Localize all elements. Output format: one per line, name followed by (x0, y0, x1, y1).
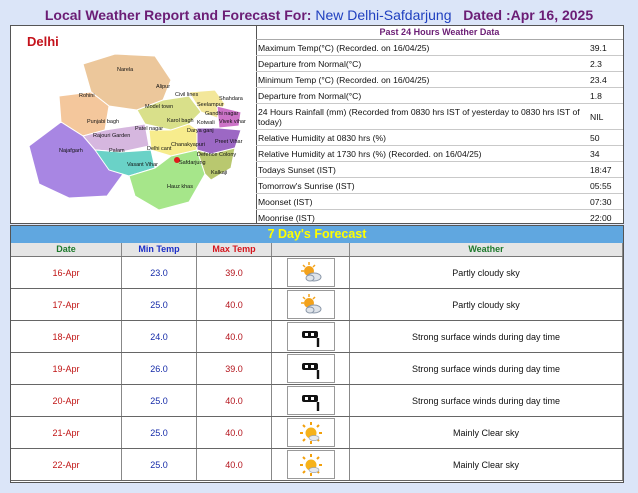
data-value: 39.1 (590, 42, 607, 53)
map-label-palam: Palam (109, 148, 125, 154)
wind-icon (287, 322, 335, 351)
header-min-temp: Min Temp (122, 243, 197, 256)
data-label: Moonrise (IST) (258, 212, 315, 223)
forecast-icon-cell (272, 353, 350, 384)
data-label: Departure from Normal(°C) (258, 58, 362, 69)
forecast-max-temp: 39.0 (197, 257, 272, 288)
forecast-weather: Partly cloudy sky (350, 257, 623, 288)
data-label: Departure from Normal(°C) (258, 90, 362, 101)
map-label-chanakyapuri: Chanakyapuri (171, 142, 205, 148)
map-label-kotwali: Kotwali (197, 120, 215, 126)
data-value: 07:30 (590, 196, 612, 207)
data-value: 05:55 (590, 180, 612, 191)
forecast-date: 21-Apr (11, 417, 122, 448)
clear-sky-icon (287, 450, 335, 479)
data-label: Relative Humidity at 1730 hrs (%) (Recorded. on 16/04/25) (258, 148, 482, 159)
page-title (0, 7, 638, 23)
header-icon (272, 243, 350, 256)
forecast-icon-cell (272, 385, 350, 416)
map-label-shahdara: Shahdara (219, 96, 243, 102)
data-value: 22:00 (590, 212, 612, 223)
forecast-max-temp: 40.0 (197, 289, 272, 320)
map-label-gandhi-nagar: Gandhi nagar (205, 111, 239, 117)
map-label-model-town: Model town (145, 104, 174, 110)
forecast-weather: Partly cloudy sky (350, 289, 623, 320)
forecast-min-temp: 26.0 (122, 353, 197, 384)
delhi-map (11, 26, 257, 223)
data-row (256, 104, 623, 130)
clear-sky-icon (287, 418, 335, 447)
data-value: NIL (590, 111, 604, 122)
forecast-weather: Strong surface winds during day time (350, 321, 623, 352)
forecast-weather: Mainly Clear sky (350, 417, 623, 448)
wind-icon (287, 354, 335, 383)
seven-day-forecast (10, 225, 624, 483)
data-label: Relative Humidity at 0830 hrs (%) (258, 132, 386, 143)
data-row (256, 40, 623, 56)
forecast-max-temp: 40.0 (197, 417, 272, 448)
data-label: Maximum Temp(°C) (Recorded. on 16/04/25) (258, 42, 430, 53)
data-row (256, 130, 623, 146)
data-value: 34 (590, 148, 600, 159)
forecast-icon-cell (272, 417, 350, 448)
forecast-title: 7 Day's Forecast (11, 226, 623, 243)
forecast-weather: Strong surface winds during day time (350, 353, 623, 384)
title-prefix: Local Weather Report and Forecast For: (44, 7, 312, 23)
data-value: 23.4 (590, 74, 607, 85)
forecast-weather: Strong surface winds during day time (350, 385, 623, 416)
header-date: Date (11, 243, 122, 256)
data-row (256, 56, 623, 72)
forecast-row (11, 417, 623, 449)
forecast-min-temp: 25.0 (122, 289, 197, 320)
forecast-date: 20-Apr (11, 385, 122, 416)
forecast-date: 16-Apr (11, 257, 122, 288)
district-map-svg (11, 26, 256, 223)
forecast-date: 22-Apr (11, 449, 122, 480)
map-label-karol-bagh: Karol bagh (167, 118, 194, 124)
forecast-date: 17-Apr (11, 289, 122, 320)
forecast-min-temp: 23.0 (122, 257, 197, 288)
map-label-najafgarh: Najafgarh (59, 148, 83, 154)
map-label-vivek-vihar: Vivek vihar (219, 119, 246, 125)
map-label-seelampur: Seelampur (197, 102, 224, 108)
map-label-darya-ganj: Darya ganj (187, 128, 214, 134)
map-label-safdarjung: Safdarjung (179, 160, 206, 166)
data-row (256, 146, 623, 162)
map-label-vasant-vihar: Vasant Vihar (127, 162, 158, 168)
map-label-alipur: Alipur (156, 84, 171, 90)
data-value: 1.8 (590, 90, 602, 101)
forecast-row (11, 257, 623, 289)
forecast-date: 19-Apr (11, 353, 122, 384)
header-max-temp: Max Temp (197, 243, 272, 256)
map-label-delhi-cant: Delhi cant (147, 146, 172, 152)
partly-cloudy-icon (287, 290, 335, 319)
data-row (256, 88, 623, 104)
forecast-min-temp: 25.0 (122, 417, 197, 448)
map-label-defence-colony: Defence Colony (197, 152, 237, 158)
map-label-rajouri-garden: Rajouri Garden (93, 133, 131, 139)
wind-icon (287, 386, 335, 415)
data-label: Minimum Temp (°C) (Recorded. on 16/04/25) (258, 74, 430, 85)
data-row (256, 210, 623, 226)
forecast-header-row (11, 243, 623, 257)
map-label-rohini: Rohini (79, 93, 95, 99)
forecast-max-temp: 40.0 (197, 449, 272, 480)
forecast-icon-cell (272, 321, 350, 352)
data-value: 18:47 (590, 164, 612, 175)
forecast-row (11, 449, 623, 481)
map-label-patel-nagar: Patel nagar (135, 126, 164, 132)
data-row (256, 194, 623, 210)
forecast-row (11, 353, 623, 385)
forecast-icon-cell (272, 289, 350, 320)
forecast-min-temp: 25.0 (122, 385, 197, 416)
past-24h-data (256, 26, 623, 223)
data-label: 24 Hours Rainfall (mm) (Recorded from 0830 hrs IST of yesterday to 0830 hrs IST of today) (258, 106, 580, 127)
forecast-row (11, 321, 623, 353)
map-label-kalkaji: Kalkaji (211, 170, 228, 176)
data-value: 50 (590, 132, 600, 143)
forecast-row (11, 385, 623, 417)
partly-cloudy-icon (287, 258, 335, 287)
header-weather: Weather (350, 243, 623, 256)
forecast-row (11, 289, 623, 321)
data-label: Todays Sunset (IST) (258, 164, 336, 175)
past-24h-heading: Past 24 Hours Weather Data (256, 26, 623, 40)
map-label-preet-vihar: Preet Vihar (215, 139, 243, 145)
forecast-weather: Mainly Clear sky (350, 449, 623, 480)
station-name: New Delhi-Safdarjung (315, 7, 452, 23)
forecast-max-temp: 39.0 (197, 353, 272, 384)
map-title: Delhi (27, 34, 59, 49)
map-label-narela: Narela (117, 67, 134, 73)
map-label-hauz-khas: Hauz khas (167, 184, 193, 190)
data-label: Moonset (IST) (258, 196, 313, 207)
data-row (256, 72, 623, 88)
forecast-min-temp: 25.0 (122, 449, 197, 480)
report-date: Dated :Apr 16, 2025 (463, 7, 594, 23)
forecast-rows (11, 257, 623, 481)
data-value: 2.3 (590, 58, 602, 69)
forecast-icon-cell (272, 449, 350, 480)
forecast-date: 18-Apr (11, 321, 122, 352)
data-label: Tomorrow's Sunrise (IST) (258, 180, 355, 191)
map-label-civil-lines: Civil lines (175, 92, 199, 98)
map-label-punjabi-bagh: Punjabi bagh (87, 119, 120, 125)
data-row (256, 162, 623, 178)
forecast-max-temp: 40.0 (197, 385, 272, 416)
forecast-max-temp: 40.0 (197, 321, 272, 352)
forecast-min-temp: 24.0 (122, 321, 197, 352)
forecast-icon-cell (272, 257, 350, 288)
current-weather-panel (10, 25, 624, 224)
data-row (256, 178, 623, 194)
